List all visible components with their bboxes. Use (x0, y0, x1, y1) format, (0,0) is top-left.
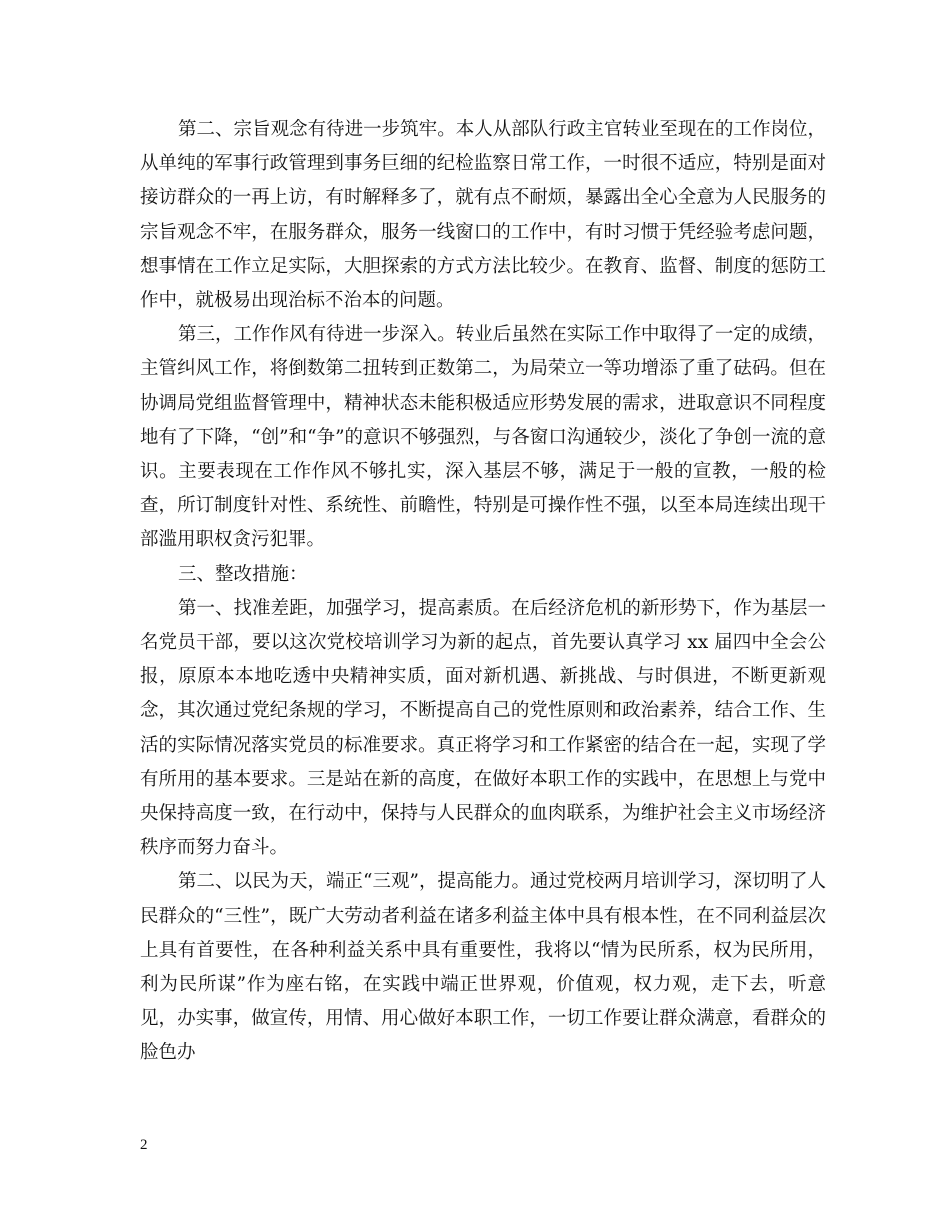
paragraph-study-improvement: 第一、找准差距，加强学习，提高素质。在后经济危机的新形势下，作为基层一名党员干部，要以这次党校培训学习为新的起点，首先要认真学习 xx 届四中全会公报，原原本本地吃透中央精神实质，面对新机遇、新挑战、与时俱进，不断更新观念，其次通过党纪条规的学习，不断提高自己的党性原则和政治素养，结合工作、生活的实际情况落实党员的标准要求。真正将学习和工作紧密的结合在一起，实现了学有所用的基本要求。三是站在新的高度，在做好本职工作的实践中，在思想上与党中央保持高度一致，在行动中，保持与人民群众的血肉联系，为维护社会主义市场经济秩序而努力奋斗。 (140, 597, 826, 859)
section-heading-rectification: 三、整改措施： (178, 563, 308, 585)
document-body (140, 113, 826, 1071)
paragraph-work-style: 第三，工作作风有待进一步深入。转业后虽然在实际工作中取得了一定的成绩，主管纠风工作，将倒数第二扭转到正数第二，为局荣立一等功增添了重了砝码。但在协调局党组监督管理中，精神状态未能积极适应形势发展的需求，进取意识不同程度地有了下降，“创”和“争”的意识不够强烈，与各窗口沟通较少，淡化了争创一流的意识。主要表现在工作作风不够扎实，深入基层不够，满足于一般的宣教，一般的检查，所订制度针对性、系统性、前瞻性，特别是可操作性不强，以至本局连续出现干部滥用职权贪污犯罪。 (140, 324, 826, 551)
page-number: 2 (140, 1137, 148, 1153)
paragraph-purpose-concept: 第二、宗旨观念有待进一步筑牢。本人从部队行政主官转业至现在的工作岗位，从单纯的军事行政管理到事务巨细的纪检监察日常工作，一时很不适应，特别是面对接访群众的一再上访，有时解释多了，就有点不耐烦，暴露出全心全意为人民服务的宗旨观念不牢，在服务群众，服务一线窗口的工作中，有时习惯于凭经验考虑问题，想事情在工作立足实际，大胆探索的方式方法比较少。在教育、监督、制度的惩防工作中，就极易出现治标不治本的问题。 (140, 119, 826, 312)
paragraph-people-first: 第二、以民为天，端正“三观”，提高能力。通过党校两月培训学习，深切明了人民群众的“三性”，既广大劳动者利益在诸多利益主体中具有根本性，在不同利益层次上具有首要性，在各种利益关系中具有重要性，我将以“情为民所系，权为民所用，利为民所谋”作为座右铭，在实践中端正世界观，价值观，权力观，走下去，听意见，办实事，做宣传，用情、用心做好本职工作，一切工作要让群众满意，看群众的脸色办 (140, 871, 826, 1064)
